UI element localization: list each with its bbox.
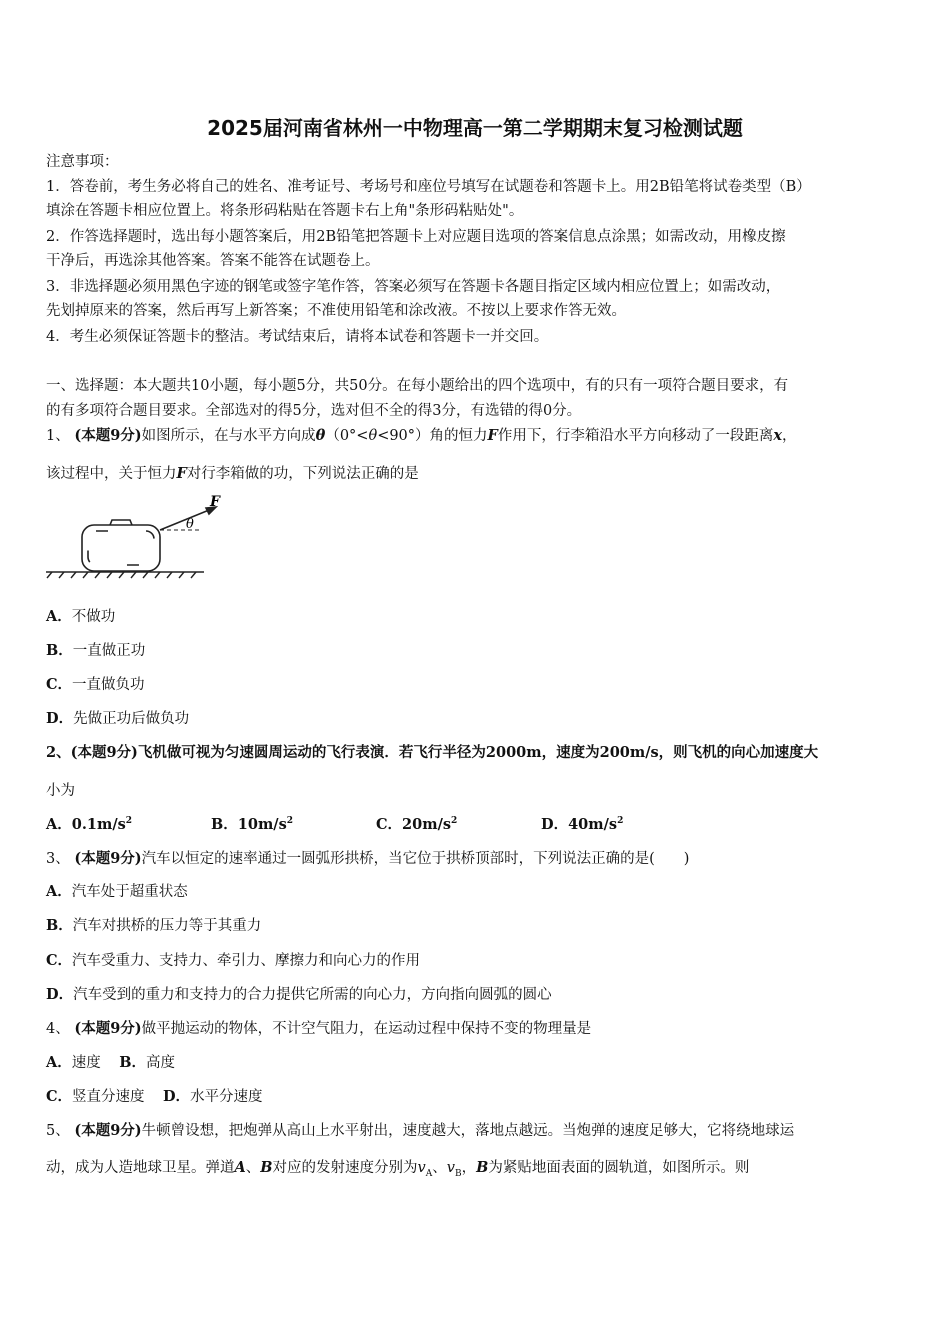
q3-option-a[interactable]: A．汽车处于超重状态 — [46, 883, 188, 900]
q3-score: (本题9分) — [74, 850, 142, 867]
q2-number: 2、 — [46, 744, 71, 761]
figure-label-F: F — [210, 494, 220, 510]
notice-line: 先划掉原来的答案，然后再写上新答案；不准使用铅笔和涂改液。不按以上要求作答无效。 — [46, 303, 626, 319]
notice-line: 1．答卷前，考生务必将自己的姓名、准考证号、考场号和座位号填写在试题卷和答题卡上。用2B铅笔将试卷类型（B） — [46, 179, 811, 195]
q1-option-d[interactable]: D．先做正功后做负功 — [46, 710, 190, 727]
q2-stem-line2: 小为 — [46, 783, 75, 799]
notice-line: 填涂在答题卡相应位置上。将条形码粘贴在答题卡右上角"条形码粘贴处"。 — [46, 203, 524, 219]
suitcase-figure — [44, 492, 220, 582]
q2-option-a[interactable]: A．$0.1m/s^2$ — [46, 816, 133, 833]
q1-option-a[interactable]: A．不做功 — [46, 608, 116, 625]
notice-line: 3．非选择题必须用黑色字迹的钢笔或签字笔作答，答案必须写在答题卡各题目指定区域内相应位置上；如需改动， — [46, 279, 781, 295]
q3-option-d[interactable]: D．汽车受到的重力和支持力的合力提供它所需的向心力，方向指向圆弧的圆心 — [46, 986, 552, 1003]
figure-label-theta: θ — [186, 517, 194, 532]
section-line: 一、选择题：本大题共10小题，每小题5分，共50分。在每小题给出的四个选项中，有的只有一项符合题目要求，有 — [46, 378, 789, 394]
q1-number: 1、 — [46, 428, 70, 444]
q5-score: (本题9分) — [74, 1122, 142, 1139]
notice-heading: 注意事项： — [46, 154, 119, 170]
q5-stem: 5、 (本题9分)牛顿曾设想，把炮弹从高山上水平射出，速度越大，落地点越远。当炮弹的速度足够大，它将绕地球运 — [46, 1122, 795, 1139]
q4-number: 4、 — [46, 1021, 70, 1037]
q1-stem-line2: 该过程中，关于恒力F对行李箱做的功，下列说法正确的是 — [46, 465, 419, 482]
notice-line: 4．考生必须保证答题卡的整洁。考试结束后，请将本试卷和答题卡一并交回。 — [46, 329, 549, 345]
q2-stem: 2、(本题9分)飞机做可视为匀速圆周运动的飞行表演．若飞行半径为2000m，速度为200m/s，则飞机的向心加速度大 — [46, 744, 819, 761]
q4-options-row1 — [46, 1053, 175, 1073]
q3-option-b[interactable]: B．汽车对拱桥的压力等于其重力 — [46, 917, 262, 934]
q4-option-d[interactable]: D．水平分速度 — [162, 1088, 263, 1105]
q2-options — [46, 815, 906, 835]
notice-line: 干净后，再选涂其他答案。答案不能答在试题卷上。 — [46, 253, 380, 269]
q3-number: 3、 — [46, 851, 70, 867]
q3-stem: 3、 (本题9分)汽车以恒定的速率通过一圆弧形拱桥，当它位于拱桥顶部时，下列说法正确的是( ) — [46, 850, 690, 867]
q4-stem: 4、 (本题9分)做平抛运动的物体，不计空气阻力，在运动过程中保持不变的物理量是 — [46, 1020, 592, 1037]
q4-option-b[interactable]: B．高度 — [119, 1054, 175, 1071]
q4-option-a[interactable]: A．速度 — [46, 1054, 101, 1071]
notice-line: 2．作答选择题时，选出每小题答案后，用2B铅笔把答题卡上对应题目选项的答案信息点涂黑；如需改动，用橡皮擦 — [46, 229, 786, 245]
q1-score: (本题9分) — [74, 427, 142, 444]
q3-option-c[interactable]: C．汽车受重力、支持力、牵引力、摩擦力和向心力的作用 — [46, 952, 421, 969]
q4-score: (本题9分) — [74, 1020, 142, 1037]
section-line: 的有多项符合题目要求。全部选对的得5分，选对但不全的得3分，有选错的得0分。 — [46, 403, 582, 419]
q5-stem-line2: 动，成为人造地球卫星。弹道A、B对应的发射速度分别为$v_A$、$v_B$，B为紧贴地面表面的圆轨道，如图所示。则 — [46, 1159, 750, 1179]
q4-option-c[interactable]: C．竖直分速度 — [46, 1088, 145, 1105]
ground-line — [46, 572, 204, 578]
q2-option-d[interactable]: D．$40m/s^2$ — [541, 816, 624, 833]
q1-option-b[interactable]: B．一直做正功 — [46, 642, 146, 659]
q1-option-c[interactable]: C．一直做负功 — [46, 676, 145, 693]
page-title: 2025届河南省林州一中物理高一第二学期期末复习检测试题 — [207, 116, 743, 140]
q1-stem: 1、 (本题9分)如图所示，在与水平方向成θ（0°<θ<90°）角的恒力F作用下，行李箱沿水平方向移动了一段距离x， — [46, 427, 797, 444]
q5-number: 5、 — [46, 1123, 70, 1139]
q4-options-row2 — [46, 1087, 263, 1107]
q2-option-c[interactable]: C．$20m/s^2$ — [376, 816, 458, 833]
q2-option-b[interactable]: B．$10m/s^2$ — [211, 816, 294, 833]
suitcase-icon — [82, 520, 160, 571]
